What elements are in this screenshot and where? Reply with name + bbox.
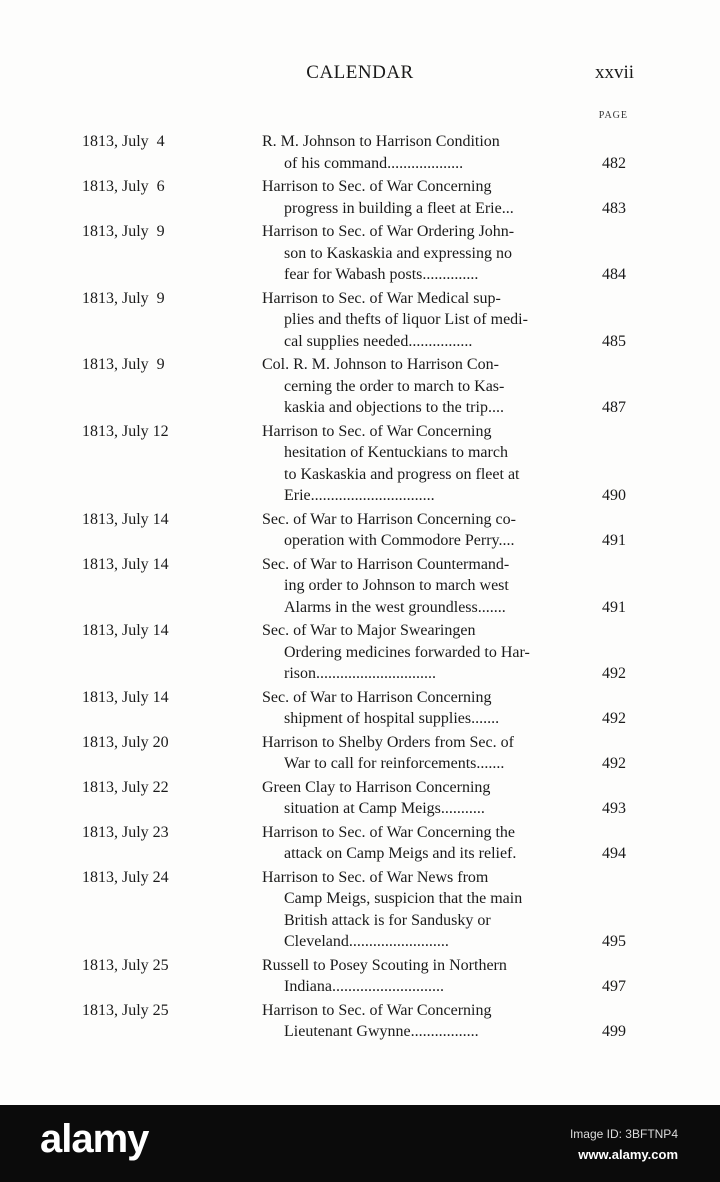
entry-description-line: Harrison to Sec. of War Concerning	[262, 422, 492, 440]
entry-description-line: Ordering medicines forwarded to Har-	[284, 643, 530, 661]
calendar-entry	[0, 777, 720, 820]
entry-description-line: Col. R. M. Johnson to Harrison Con-	[262, 356, 499, 373]
entry-description-line: plies and thefts of liquor List of medi-	[284, 311, 528, 328]
entry-description-line: son to Kaskaskia and expressing no	[284, 244, 512, 262]
calendar-entry	[0, 221, 720, 286]
entry-page-number: 482	[602, 154, 626, 172]
entry-description-line: Harrison to Sec. of War Ordering John-	[262, 223, 515, 240]
entry-date: 1813, July 12	[82, 422, 169, 440]
entry-page-number: 492	[602, 710, 626, 727]
calendar-entry	[0, 620, 720, 685]
entry-description-line: Indiana............................	[284, 978, 444, 995]
entry-description-line: Harrison to Sec. of War Concerning the	[262, 823, 516, 841]
entry-description-line: Alarms in the west groundless.......	[284, 598, 506, 616]
entry-description-line: situation at Camp Meigs...........	[284, 800, 485, 817]
entry-date: 1813, July 25	[82, 956, 169, 974]
entry-description-line: R. M. Johnson to Harrison Condition	[262, 133, 500, 150]
entry-description-line: Harrison to Shelby Orders from Sec. of	[262, 733, 514, 751]
calendar-entries	[0, 131, 720, 1045]
entry-date: 1813, July 20	[82, 733, 169, 751]
entry-description-line: Harrison to Sec. of War News from	[262, 868, 489, 886]
calendar-entry	[0, 554, 720, 619]
entry-date: 1813, July 24	[82, 868, 169, 886]
entry-description	[262, 777, 582, 820]
entry-description	[262, 687, 582, 730]
entry-description-line: Lieutenant Gwynne.................	[284, 1023, 479, 1040]
page-title: CALENDAR	[306, 62, 414, 83]
calendar-entry	[0, 421, 720, 507]
alamy-logo: alamy	[40, 1117, 149, 1161]
watermark-banner	[0, 1105, 720, 1182]
entry-description-line: Sec. of War to Harrison Countermand-	[262, 555, 510, 573]
entry-description-line: Sec. of War to Harrison Concerning co-	[262, 510, 516, 528]
entry-description-line: ing order to Johnson to march west	[284, 577, 509, 594]
entry-description-line: shipment of hospital supplies.......	[284, 710, 500, 727]
page-number: xxvii	[594, 62, 634, 83]
entry-description-line: War to call for reinforcements.......	[284, 755, 505, 772]
entry-description	[262, 221, 582, 286]
entry-page-number: 485	[602, 332, 626, 350]
calendar-entry	[0, 509, 720, 552]
entry-description-line: rison..............................	[284, 665, 436, 682]
entry-date: 1813, July 23	[82, 823, 169, 841]
entry-page-number: 490	[602, 487, 626, 504]
entry-description-line: to Kaskaskia and progress on fleet at	[284, 465, 520, 483]
entry-page-number: 493	[602, 800, 626, 817]
entry-description-line: Sec. of War to Major Swearingen	[262, 622, 476, 639]
site-url: www.alamy.com	[578, 1147, 678, 1162]
entry-page-number: 494	[602, 845, 626, 862]
calendar-entry	[0, 288, 720, 353]
entry-page-number: 499	[602, 1023, 626, 1040]
entry-description	[262, 1000, 582, 1043]
calendar-entry	[0, 1000, 720, 1043]
entry-page-number: 491	[602, 598, 626, 616]
calendar-entry	[0, 822, 720, 865]
entry-description-line: Russell to Posey Scouting in Northern	[262, 956, 507, 974]
entry-description-line: progress in building a fleet at Erie...	[284, 199, 514, 217]
entry-description-line: Erie...............................	[284, 487, 435, 504]
entry-date: 1813, July 9	[82, 223, 165, 240]
entry-description-line: Cleveland.........................	[284, 933, 449, 950]
entry-page-number: 492	[602, 755, 626, 772]
entry-date: 1813, July 14	[82, 622, 169, 639]
entry-description-line: Harrison to Sec. of War Concerning	[262, 178, 492, 195]
calendar-entry	[0, 131, 720, 174]
entry-description	[262, 867, 582, 953]
entry-date: 1813, July 14	[82, 555, 169, 573]
calendar-entry	[0, 176, 720, 219]
entry-date: 1813, July 4	[82, 133, 165, 150]
page-column-label: PAGE	[598, 110, 628, 121]
entry-description-line: kaskia and objections to the trip....	[284, 399, 504, 416]
entry-description-line: cal supplies needed................	[284, 332, 473, 350]
image-id: Image ID: 3BFTNP4	[569, 1127, 678, 1141]
entry-date: 1813, July 9	[82, 289, 165, 307]
entry-description-line: Harrison to Sec. of War Medical sup-	[262, 289, 501, 307]
entry-page-number: 483	[602, 199, 626, 217]
calendar-entry	[0, 354, 720, 419]
entry-page-number: 484	[602, 266, 626, 283]
entry-page-number: 491	[602, 532, 626, 549]
entry-description-line: hesitation of Kentuckians to march	[284, 444, 508, 461]
entry-page-number: 497	[602, 978, 626, 995]
entry-description-line: Green Clay to Harrison Concerning	[262, 778, 491, 796]
entry-description	[262, 421, 582, 507]
entry-description	[262, 288, 582, 353]
entry-description	[262, 131, 582, 174]
entry-date: 1813, July 25	[82, 1001, 169, 1019]
entry-description-line: Sec. of War to Harrison Concerning	[262, 688, 492, 706]
calendar-entry	[0, 732, 720, 775]
entry-description-line: fear for Wabash posts..............	[284, 266, 479, 283]
entry-date: 1813, July 6	[82, 178, 165, 195]
calendar-entry	[0, 687, 720, 730]
entry-date: 1813, July 14	[82, 688, 169, 706]
calendar-entry	[0, 955, 720, 998]
entry-description-line: Camp Meigs, suspicion that the main	[284, 890, 523, 907]
entry-description	[262, 509, 582, 552]
entry-description	[262, 554, 582, 619]
entry-description	[262, 732, 582, 775]
entry-description	[262, 354, 582, 419]
entry-description-line: attack on Camp Meigs and its relief.	[284, 845, 517, 862]
entry-description-line: Harrison to Sec. of War Concerning	[262, 1001, 492, 1019]
entry-description	[262, 955, 582, 998]
entry-date: 1813, July 22	[82, 778, 169, 796]
entry-description	[262, 822, 582, 865]
entry-description-line: British attack is for Sandusky or	[284, 911, 491, 929]
entry-description-line: cerning the order to march to Kas-	[284, 377, 505, 395]
entry-date: 1813, July 14	[82, 510, 169, 528]
entry-page-number: 492	[602, 665, 626, 682]
entry-page-number: 495	[602, 933, 626, 950]
entry-description	[262, 176, 582, 219]
entry-date: 1813, July 9	[82, 356, 165, 373]
entry-description-line: operation with Commodore Perry....	[284, 532, 515, 549]
entry-page-number: 487	[602, 399, 626, 416]
calendar-entry	[0, 867, 720, 953]
entry-description	[262, 620, 582, 685]
entry-description-line: of his command...................	[284, 154, 464, 172]
